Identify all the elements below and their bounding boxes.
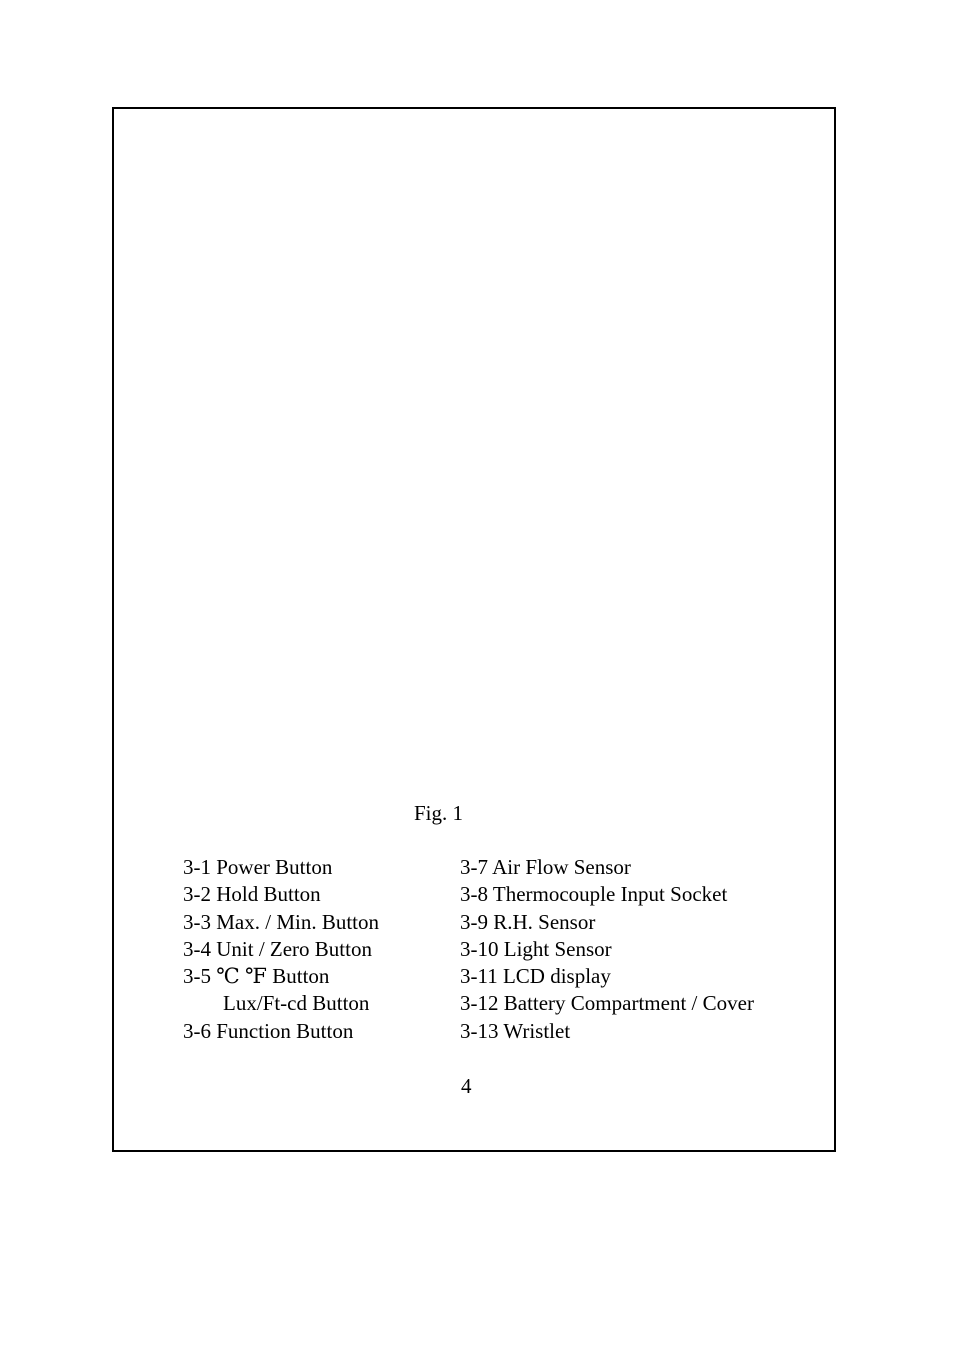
legend-item: 3-12 Battery Compartment / Cover xyxy=(460,991,754,1016)
legend-item: 3-2 Hold Button xyxy=(183,882,321,907)
legend-item: 3-5 ℃ ℉ Button xyxy=(183,964,330,989)
legend-item: 3-1 Power Button xyxy=(183,855,333,879)
legend-item: 3-9 R.H. Sensor xyxy=(460,909,596,934)
page-number: 4 xyxy=(461,1074,472,1098)
legend-right-column xyxy=(460,854,754,1045)
legend-left-column xyxy=(183,854,379,1045)
figure-image-area xyxy=(114,109,834,789)
legend-item: 3-8 Thermocouple Input Socket xyxy=(460,882,728,907)
legend-item: 3-3 Max. / Min. Button xyxy=(183,909,380,934)
legend-item: 3-10 Light Sensor xyxy=(460,936,612,961)
legend-item: 3-11 LCD display xyxy=(460,964,611,989)
legend-item: Lux/Ft-cd Button xyxy=(223,991,370,1016)
legend-item: 3-4 Unit / Zero Button xyxy=(183,936,372,961)
legend-item: 3-13 Wristlet xyxy=(460,1018,571,1043)
figure-caption: Fig. 1 xyxy=(414,801,464,825)
legend-item: 3-7 Air Flow Sensor xyxy=(460,855,631,879)
legend-item: 3-6 Function Button xyxy=(183,1018,354,1043)
